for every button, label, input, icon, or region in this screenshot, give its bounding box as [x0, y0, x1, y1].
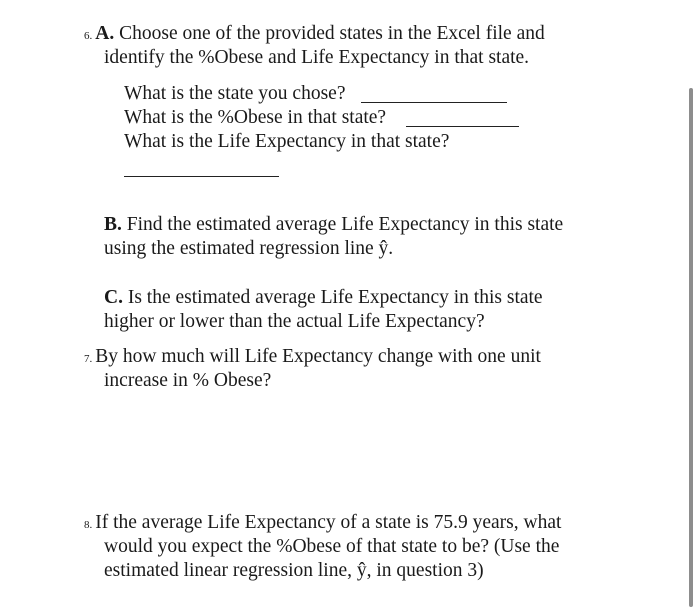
question-8-text-3: estimated linear regression line, ŷ, in question 3) — [104, 560, 484, 581]
question-6a-label: A. — [95, 23, 115, 44]
prompt-state: What is the state you chose? — [124, 83, 346, 104]
question-6c-text-2: higher or lower than the actual Life Expectancy? — [104, 311, 485, 332]
vertical-scrollbar[interactable] — [689, 88, 693, 607]
question-6b-text-2: using the estimated regression line ŷ. — [104, 238, 394, 259]
question-6c-line-1 — [104, 286, 543, 310]
question-6a-text-2: identify the %Obese and Life Expectancy in that state. — [104, 47, 530, 68]
answer-blank-obese[interactable] — [406, 126, 519, 127]
question-8-number: 8. — [84, 519, 93, 531]
question-8-text-2: would you expect the %Obese of that state to be? (Use the — [104, 536, 560, 557]
answer-blank-life-expectancy[interactable] — [124, 176, 279, 177]
question-6-line-1 — [84, 22, 545, 48]
question-7-number: 7. — [84, 353, 93, 365]
prompt-obese: What is the %Obese in that state? — [124, 107, 387, 128]
question-8-line-1 — [84, 511, 561, 537]
question-6b-label: B. — [104, 214, 122, 235]
question-6c-text-1: Is the estimated average Life Expectancy in this state — [127, 287, 543, 308]
prompt-life-expectancy: What is the Life Expectancy in that state? — [124, 131, 450, 152]
question-6-number: 6. — [84, 30, 93, 42]
question-8-text-1: If the average Life Expectancy of a state is 75.9 years, what — [95, 512, 562, 533]
answer-blank-state[interactable] — [361, 102, 507, 103]
question-7-text-1: By how much will Life Expectancy change with one unit — [95, 346, 541, 367]
question-6a-text-1: Choose one of the provided states in the Excel file and — [119, 23, 545, 44]
question-6b-line-1 — [104, 213, 563, 237]
question-7-text-2: increase in % Obese? — [104, 370, 272, 391]
question-6c-label: C. — [104, 287, 123, 308]
question-6b-text-1: Find the estimated average Life Expectancy in this state — [126, 214, 564, 235]
question-7-line-1 — [84, 345, 541, 371]
